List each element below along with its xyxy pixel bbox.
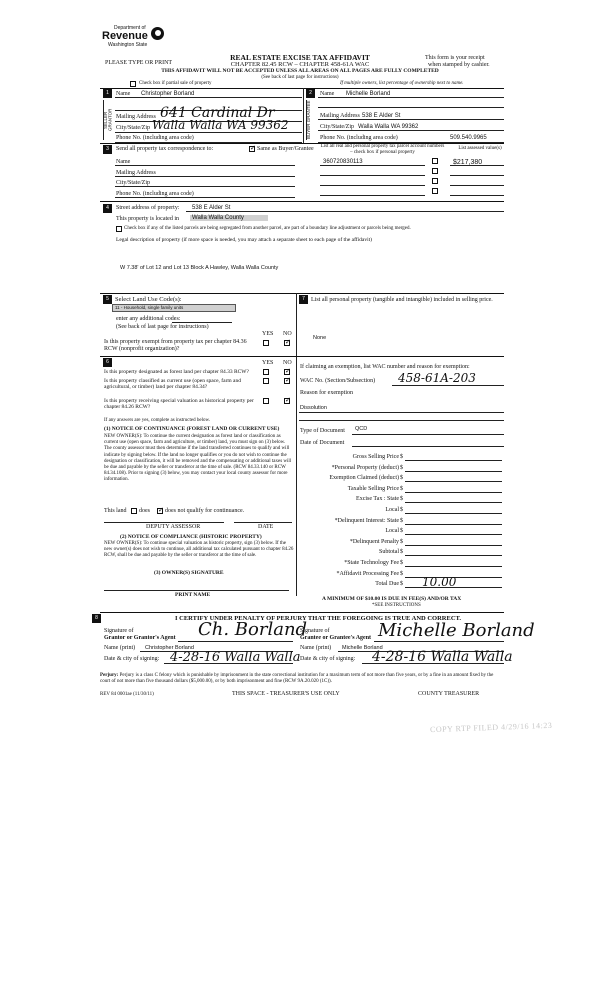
owner-signature-label: (3) OWNER(S) SIGNATURE — [154, 570, 224, 576]
print-name-label: PRINT NAME — [175, 592, 211, 598]
grantee-name-label: Name (print) — [300, 645, 332, 651]
exempt-question: Is this property exempt from property tax per chapter 84.36 RCW (nonprofit organization)? — [104, 339, 247, 352]
form-chapter: CHAPTER 82.45 RCW – CHAPTER 458-61A WAC — [230, 61, 370, 68]
perjury-text: Perjury is a class C felony which is punishable by imprisonment in the state correctional institution for a maximum term of not more than five years, or by a fine in an amount fixed by the court of not more than five thousand dollars ($5,000.00), or by both imprisonment and fine (RCW 9A.20.020 (1C)). — [100, 673, 494, 684]
rule — [450, 175, 504, 176]
parcel-number-1: 360720830113 — [323, 159, 363, 165]
section-1-badge: 1 — [103, 89, 112, 98]
grantee-sig-label-2: Grantee or Grantee's Agent — [300, 635, 372, 641]
seller-city-label: City/State/Zip — [116, 125, 150, 131]
fee-dollar-sign: $ — [400, 528, 403, 535]
county-select[interactable]: Walla Walla County — [190, 215, 268, 221]
reason-label: Reason for exemption — [300, 390, 353, 396]
form-revision: REV 84 0001ae (11/30/11) — [100, 692, 154, 697]
personal-property-checkbox-2[interactable] — [432, 168, 438, 174]
does-qualify-checkbox[interactable] — [131, 508, 137, 514]
fee-row — [302, 575, 502, 590]
rule — [100, 612, 504, 613]
rule — [115, 186, 295, 187]
grantor-date-city: 4-28-16 Walla Walla — [170, 650, 301, 665]
rule-top — [100, 88, 504, 89]
rule — [450, 185, 504, 186]
buyer-name-label: Name — [320, 91, 335, 97]
segregated-label: Check box if any of the listed parcels are being segregated from another parcel, are part of a boundary line adjustment or parcels being merged. — [124, 226, 411, 231]
rule — [299, 412, 504, 413]
historic-question: Is this property receiving special valuation as historical property per chapter 84.26 RCW? — [104, 398, 254, 410]
fee-dollar-sign: $ — [400, 496, 403, 503]
buyer-city: Walla Walla WA 99362 — [358, 124, 419, 130]
doc-type-value: QCD — [355, 426, 368, 432]
rule — [100, 356, 296, 357]
partial-sale-label: Check box if partial sale of property — [139, 81, 212, 86]
historic-no-checkbox[interactable] — [284, 398, 290, 404]
logo-swirl-icon — [151, 27, 164, 40]
rule — [172, 322, 232, 323]
rule — [299, 420, 504, 421]
section6-no: NO — [283, 360, 292, 366]
fee-line — [405, 502, 502, 503]
grantee-signature: Michelle Borland — [378, 620, 535, 641]
fee-line — [405, 481, 502, 482]
section-2-badge: 2 — [306, 89, 315, 98]
section5-no: NO — [283, 331, 292, 337]
revenue-logo — [102, 25, 172, 55]
value-header: List assessed value(s) — [458, 146, 502, 151]
fee-row — [302, 465, 502, 473]
buyer-city-label: City/State/Zip — [320, 124, 354, 130]
grantor-sig-label-1: Signature of — [104, 628, 134, 634]
partial-sale-checkbox[interactable] — [130, 81, 136, 87]
seller-mailing-label: Mailing Address — [116, 114, 156, 120]
logo-dept: Department of — [114, 25, 146, 31]
buyer-phone-label: Phone No. (including area code) — [320, 135, 398, 141]
rule — [178, 641, 293, 642]
section5-see-back: (See back of last page for instructions) — [116, 324, 209, 330]
seller-mailing: 641 Cardinal Dr — [160, 105, 275, 121]
rule — [115, 97, 302, 98]
if-any-yes: If any answers are yes, complete as instructed below. — [104, 418, 211, 423]
rule — [450, 165, 504, 166]
fee-label: Total Due — [375, 581, 399, 588]
doc-type-label: Type of Document — [300, 428, 345, 434]
fee-row — [302, 539, 502, 547]
rule — [115, 165, 295, 166]
rule — [115, 176, 295, 177]
rule — [104, 522, 224, 523]
fee-label: *Personal Property (deduct) — [331, 464, 399, 471]
additional-codes-label: enter any additional codes: — [116, 316, 181, 322]
rule — [100, 201, 504, 202]
section-4-badge: 4 — [103, 204, 112, 213]
see-back-note: (See back of last page for instructions) — [261, 75, 339, 80]
street-label: Street address of property: — [116, 205, 180, 211]
buyer-mailing-label: Mailing Address — [320, 113, 360, 119]
buyer-mailing: 538 E Alder St — [362, 113, 401, 119]
fee-row — [302, 528, 502, 536]
grantee-sig-label-1: Signature of — [300, 628, 330, 634]
rule — [352, 446, 504, 447]
grantee-date-label: Date & city of signing: — [300, 656, 356, 662]
land-use-label: Select Land Use Code(s): — [115, 296, 182, 303]
date-label: DATE — [258, 524, 274, 530]
form-warning: THIS AFFIDAVIT WILL NOT BE ACCEPTED UNLESS ALL AREAS ON ALL PAGES ARE FULLY COMPLETED — [161, 68, 439, 74]
deputy-assessor-label: DEPUTY ASSESSOR — [146, 524, 201, 530]
historic-yes-checkbox[interactable] — [263, 398, 269, 404]
seller-name-label: Name — [116, 91, 131, 97]
forest-question: Is this property designated as forest land per chapter 84.33 RCW? — [104, 369, 249, 375]
section-5-badge: 5 — [103, 295, 112, 304]
fee-label: Local — [385, 528, 399, 535]
fee-dollar-sign: $ — [400, 517, 403, 524]
does-label: does — [139, 508, 150, 514]
receipt-note-2: when stamped by cashier. — [428, 62, 490, 68]
fee-line — [405, 545, 502, 546]
buyer-name: Michelle Borland — [346, 91, 391, 97]
rule — [320, 185, 425, 186]
fee-label: Taxable Selling Price — [347, 485, 399, 492]
grantor-name: Christopher Borland — [145, 645, 194, 651]
section-6-badge: 6 — [103, 358, 112, 367]
rule — [320, 175, 425, 176]
fee-dollar-sign: $ — [400, 507, 403, 513]
section3-phone-label: Phone No. (including area code) — [116, 191, 194, 197]
section-7-badge: 7 — [299, 295, 308, 304]
see-instructions-note: *SEE INSTRUCTIONS — [372, 603, 421, 608]
rule — [318, 97, 504, 98]
fee-row — [302, 507, 502, 515]
certify-statement: I CERTIFY UNDER PENALTY OF PERJURY THAT THE FOREGOING IS TRUE AND CORRECT. — [175, 615, 462, 622]
personal-property-checkbox-3[interactable] — [432, 178, 438, 184]
rule — [374, 641, 504, 642]
rule — [186, 211, 504, 212]
fee-label: *Delinquent Interest: State — [334, 517, 399, 524]
fee-dollar-sign: $ — [400, 581, 403, 588]
does-not-label: does not qualify for continuance. — [165, 508, 245, 514]
fee-dollar-sign: $ — [400, 560, 403, 566]
located-label: This property is located in — [116, 216, 179, 222]
fee-line — [405, 524, 502, 525]
personal-property-checkbox-1[interactable] — [432, 158, 438, 164]
street-address: 538 E Alder St — [192, 205, 231, 211]
fee-row — [302, 496, 502, 504]
fee-line — [405, 471, 502, 472]
seller-city: Walla Walla WA 99362 — [152, 118, 289, 132]
grantor-date-label: Date & city of signing: — [104, 656, 160, 662]
type-or-print: PLEASE TYPE OR PRINT — [105, 60, 173, 66]
county-treasurer-label: COUNTY TREASURER — [418, 691, 480, 697]
treasurer-space-note: THIS SPACE - TREASURER'S USE ONLY — [232, 691, 340, 697]
fee-row — [302, 486, 502, 494]
fee-row — [302, 475, 502, 483]
rule — [296, 356, 504, 357]
rule — [296, 293, 297, 596]
land-use-select[interactable]: 11 - Household, single family units — [112, 304, 236, 312]
send-correspondence-label: Send all property tax correspondence to: — [116, 146, 214, 152]
forest-no-checkbox[interactable] — [284, 369, 290, 375]
fee-line — [405, 555, 502, 556]
fee-value[interactable]: 10.00 — [422, 575, 457, 590]
personal-property-value: None — [313, 335, 327, 341]
exempt-no-checkbox[interactable] — [284, 340, 290, 346]
fee-dollar-sign: $ — [400, 549, 403, 556]
minimum-due-note: A MINIMUM OF $10.00 IS DUE IN FEE(S) AND/OR TAX — [322, 596, 462, 602]
fee-label: Local — [385, 507, 399, 513]
rule — [450, 195, 504, 196]
rule — [320, 195, 425, 196]
perjury-label: Perjury: — [100, 673, 119, 678]
fee-row — [302, 560, 502, 568]
exempt-yes-checkbox[interactable] — [263, 340, 269, 346]
legal-description-label: Legal description of property (if more space is needed, you may attach a separate sheet to each page of the affidavit) — [116, 237, 372, 243]
fee-dollar-sign: $ — [400, 570, 403, 577]
wac-label: WAC No. (Section/Subsection) — [300, 378, 376, 384]
notice-continuance-title: (1) NOTICE OF CONTINUANCE (FOREST LAND OR CURRENT USE) — [104, 426, 280, 432]
fee-dollar-sign: $ — [400, 538, 403, 545]
fee-dollar-sign: $ — [400, 485, 403, 492]
notice-compliance-body: NEW OWNER(S): To continue special valuation as historic property, sign (3) below. If the new owner(s) does not wish to continue, all additional tax calculated pursuant to chapter 84.26 RCW, shall be due and payable by the seller or transferor at the time of sale. — [104, 541, 294, 559]
rule — [320, 165, 425, 166]
fee-line — [405, 460, 502, 461]
fee-label: *Delinquent Penalty — [349, 538, 399, 545]
fee-row — [302, 454, 502, 462]
fee-row — [302, 518, 502, 526]
current-use-no-checkbox[interactable] — [284, 378, 290, 384]
fee-label: Exemption Claimed (deduct) — [329, 475, 399, 482]
exemption-label: If claiming an exemption, list WAC number and reason for exemption: — [300, 364, 470, 370]
grantor-signature: Ch. Borland — [198, 619, 308, 640]
wac-number: 458-61A-203 — [398, 371, 476, 385]
rule — [100, 293, 504, 294]
fee-label: Gross Selling Price — [352, 454, 399, 460]
logo-state: Washington State — [108, 42, 148, 48]
seller-phone-label: Phone No. (including area code) — [116, 135, 194, 141]
assessed-value-1: $217,380 — [453, 159, 483, 166]
seller-name: Christopher Borland — [141, 91, 195, 97]
this-land-label: This land — [104, 508, 127, 514]
grantor-sig-label-2: Grantor or Grantor's Agent — [104, 635, 176, 641]
same-as-buyer-label: Same as Buyer/Grantee — [257, 146, 314, 152]
multiple-owners-note: If multiple owners, list percentage of ownership next to name. — [340, 81, 464, 86]
perjury-note — [100, 673, 504, 685]
fee-label: *State Technology Fee — [344, 560, 399, 566]
grantor-name-label: Name (print) — [104, 645, 136, 651]
fee-line — [405, 566, 502, 567]
section6-yes: YES — [262, 360, 274, 366]
buyer-side-label: BUYER GRANTEE — [306, 100, 315, 140]
fee-line — [405, 534, 502, 535]
personal-property-checkbox-4[interactable] — [432, 188, 438, 194]
rule — [234, 522, 292, 523]
current-use-yes-checkbox[interactable] — [263, 378, 269, 384]
section3-city-label: City/State/Zip — [116, 180, 150, 186]
section5-yes: YES — [262, 331, 274, 337]
rule — [318, 107, 504, 108]
reason-value: Dissolution — [300, 405, 327, 411]
notice-compliance-title: (2) NOTICE OF COMPLIANCE (HISTORIC PROPERTY) — [120, 534, 262, 540]
does-not-qualify-checkbox[interactable] — [157, 508, 163, 514]
receipt-note-1: This form is your receipt — [425, 55, 485, 61]
fee-row — [302, 571, 502, 579]
fee-label: Excise Tax : State — [356, 496, 399, 503]
rule — [392, 385, 504, 386]
divider-1-2 — [303, 88, 304, 143]
fee-label: *Affidavit Processing Fee — [336, 570, 399, 577]
rule — [318, 119, 504, 120]
section3-mailing-label: Mailing Address — [116, 170, 156, 176]
forest-yes-checkbox[interactable] — [263, 369, 269, 375]
personal-property-label: List all personal property (tangible and intangible) included in selling price. — [311, 297, 493, 303]
fee-dollar-sign: $ — [400, 454, 403, 460]
fee-line — [405, 513, 502, 514]
fee-dollar-sign: $ — [400, 464, 403, 471]
current-use-question: Is this property classified as current use (open space, farm and agricultural, or timber) land per chapter 84.34? — [104, 378, 241, 390]
section-8-badge: 8 — [92, 614, 101, 623]
parcel-header: List all real and personal property tax parcel account numbers – check box if personal property — [320, 144, 445, 155]
receipt-stamp: COPY RTP FILED 4/29/16 14:23 — [429, 720, 553, 735]
section-3-badge: 3 — [103, 145, 112, 154]
same-as-buyer-checkbox[interactable] — [249, 146, 255, 152]
fee-label: Subtotal — [378, 549, 399, 556]
rule — [115, 197, 295, 198]
fee-row — [302, 549, 502, 557]
grantee-name: Michelle Borland — [342, 645, 383, 651]
grantee-date-city: 4-28-16 Walla Walla — [372, 649, 513, 665]
rule — [352, 434, 504, 435]
logo-name: Revenue — [102, 30, 148, 42]
form-title: REAL ESTATE EXCISE TAX AFFIDAVIT — [230, 53, 370, 62]
section3-name-label: Name — [116, 159, 131, 165]
rule — [318, 130, 504, 131]
rule — [104, 590, 289, 591]
rule — [115, 132, 302, 133]
legal-description: W 7.38' of Lot 12 and Lot 13 Block A Hawley, Walla Walla County — [120, 265, 279, 271]
seller-side-label: SELLER GRANTOR — [103, 100, 112, 140]
segregated-checkbox[interactable] — [116, 226, 122, 232]
fee-dollar-sign: $ — [400, 475, 403, 482]
rule — [164, 663, 293, 664]
buyer-phone: 509.540.9965 — [450, 135, 487, 141]
fee-line — [405, 492, 502, 493]
notice-continuance-body: NEW OWNER(S): To continue the current designation as forest land or classification as current use (open space, farm and agriculture, or timber) land, you must sign on (3) below. The county assessor must then determine if the land transferred continues to qualify and will indicate by signing below. If the land no longer qualifies or you do not wish to continue the designation or classification, it will be removed and the compensating or additional taxes will be due and payable by the seller or transferor at the time of sale. (RCW 84.33.140 or RCW 84.34.108). Prior to signing (3) below, you may contact your local county assessor for more information. — [104, 434, 292, 483]
doc-date-label: Date of Document — [300, 440, 345, 446]
rule — [362, 663, 504, 664]
